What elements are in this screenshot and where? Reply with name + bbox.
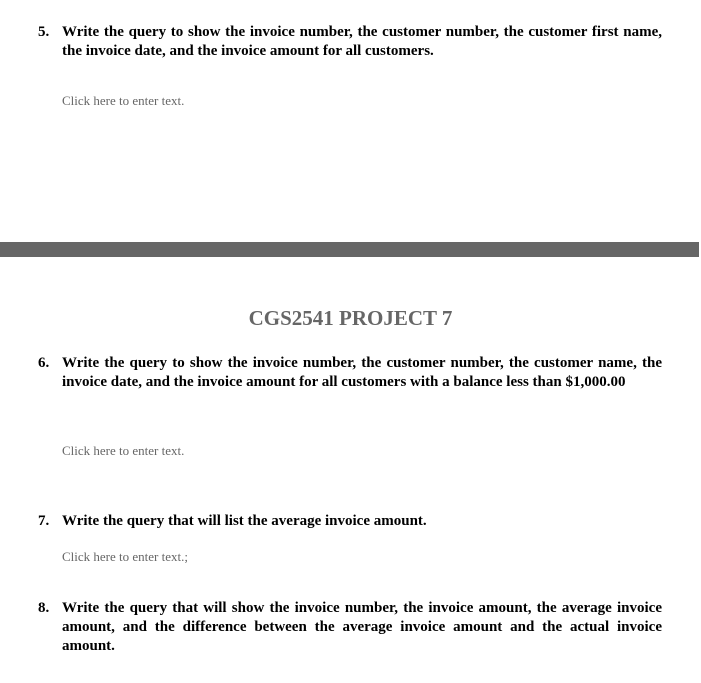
answer-field-q7[interactable]: Click here to enter text.; bbox=[62, 549, 188, 564]
question-6 bbox=[38, 354, 662, 392]
question-text: Write the query to show the invoice number, the customer number, the customer first name, the invoice date, and the invoice amount for all customers. bbox=[62, 24, 662, 59]
answer-field-q5[interactable]: Click here to enter text. bbox=[62, 93, 185, 108]
question-text: Write the query that will list the average invoice amount. bbox=[62, 513, 427, 529]
question-8 bbox=[38, 599, 662, 656]
question-7 bbox=[38, 512, 662, 531]
question-number: 6. bbox=[38, 355, 50, 371]
question-5 bbox=[38, 23, 662, 61]
answer-field-q6[interactable]: Click here to enter text. bbox=[62, 443, 185, 458]
question-number: 5. bbox=[38, 24, 50, 40]
question-number: 8. bbox=[38, 600, 50, 616]
page-header-title: CGS2541 PROJECT 7 bbox=[248, 306, 453, 330]
question-text: Write the query that will show the invoice number, the invoice amount, the average invoice amount, and the difference between the average invoice amount and the actual invoice amount. bbox=[62, 600, 662, 654]
page-break-divider bbox=[0, 242, 699, 257]
question-number: 7. bbox=[38, 513, 50, 529]
question-text: Write the query to show the invoice number, the customer number, the customer name, the invoice date, and the invoice amount for all customers with a balance less than $1,000.00 bbox=[62, 355, 662, 390]
